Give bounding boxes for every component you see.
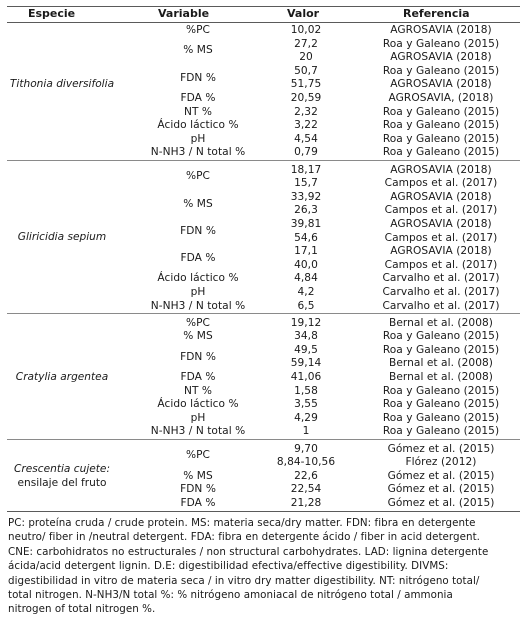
footnote [8,516,520,617]
variable-cell: Ácido láctico % [157,272,239,285]
value-cell: 4,54 [294,132,318,145]
reference-cell: Carvalho et al. (2017) [382,299,500,312]
species-label [14,462,110,490]
value-cell: 0,79 [294,146,318,159]
footnote-line: digestibilidad in vitro de materia seca / in vitro dry matter digestibility. NT: nitrógeno total/ [8,574,480,587]
variable-cell: Ácido láctico % [157,119,239,132]
reference-cell: Roa y Galeano (2015) [382,343,500,356]
species-name: Cratylia argentea [15,370,109,383]
variable-cell: FDN % [180,71,216,84]
variable-cell: % MS [183,469,213,482]
value-cell: 41,06 [290,371,322,383]
reference-cell: Roa y Galeano (2015) [382,398,500,411]
species-suffix: ensilaje del fruto [17,476,107,489]
footnote-line: total nitrogen. N-NH3/N total %: % nitrógeno amoniacal de nitrógeno total / ammonia [8,589,453,602]
value-cell: 54,6 [294,231,318,244]
value-cell: 8,84-10,56 [276,456,336,469]
reference-cell: Roa y Galeano (2015) [382,411,500,424]
header-reference: Referencia [403,7,470,20]
value-cell: 39,81 [290,217,322,230]
value-cell: 27,2 [294,37,318,50]
value-cell: 1 [302,425,310,438]
reference-cell: Bernal et al. (2008) [389,357,493,370]
reference-cell: Campos et al. (2017) [384,177,498,190]
reference-cell: Bernal et al. (2008) [389,371,493,383]
reference-cell: Campos et al. (2017) [384,258,498,271]
value-cell: 6,5 [297,299,315,312]
value-cell: 18,17 [290,163,322,176]
variable-cell: N-NH3 / N total % [150,146,246,159]
reference-cell: Flórez (2012) [405,456,477,469]
value-cell: 59,14 [290,357,322,370]
reference-cell: AGROSAVIA (2018) [390,78,492,91]
reference-cell: Campos et al. (2017) [384,204,498,217]
reference-cell: AGROSAVIA, (2018) [388,92,494,104]
reference-cell: Roa y Galeano (2015) [382,119,500,132]
value-cell: 26,3 [294,204,318,217]
reference-cell: Gómez et al. (2015) [387,483,495,496]
value-cell: 21,28 [290,496,322,509]
value-cell: 4,29 [294,411,318,424]
footnote-line: CNE: carbohidratos no estructurales / non structural carbohydrates. LAD: lignina detergente [8,545,489,558]
reference-cell: Gómez et al. (2015) [387,469,495,482]
variable-cell: NT % [183,105,213,118]
footnote-line: PC: proteína cruda / crude protein. MS: materia seca/dry matter. FDN: fibra en detergente [8,517,476,529]
footnote-line: ácida/acid detergent lignin. D.E: digestibilidad efectiva/effective digestibility. DIVMS: [8,560,449,573]
variable-cell: % MS [183,330,213,343]
reference-cell: Roa y Galeano (2015) [382,330,500,343]
species-name: Tithonia diversifolia [9,78,115,90]
variable-cell: %PC [185,449,211,462]
group-separator [7,160,520,161]
reference-cell: Gómez et al. (2015) [387,496,495,509]
value-cell: 20,59 [290,92,322,104]
value-cell: 3,22 [294,119,318,132]
value-cell: 34,8 [294,330,318,343]
value-cell: 19,12 [290,316,322,329]
variable-cell: FDA % [180,251,216,264]
value-cell: 22,6 [294,469,318,482]
header-species: Especie [28,7,76,20]
value-cell: 10,02 [290,24,322,36]
reference-cell: Gómez et al. (2015) [387,442,495,455]
reference-cell: Roa y Galeano (2015) [382,105,500,118]
value-cell: 3,55 [294,398,318,411]
species-label [18,230,106,244]
reference-cell: Roa y Galeano (2015) [382,425,500,438]
value-cell: 50,7 [294,64,318,77]
footnote-line: neutro/ fiber in /neutral detergent. FDA: fibra en detergente ácido / fiber in acid detergent. [8,531,480,544]
reference-cell: AGROSAVIA (2018) [390,245,492,258]
variable-cell: %PC [185,170,211,183]
variable-cell: pH [190,411,206,424]
group-separator [7,313,520,314]
variable-cell: pH [190,132,206,145]
value-cell: 22,54 [290,483,322,496]
value-cell: 4,2 [297,285,315,298]
species-name: Crescentia cujete: [13,462,111,475]
value-cell: 40,0 [294,258,318,271]
variable-cell: %PC [185,24,211,36]
species-label [7,77,117,91]
variable-cell: % MS [183,197,213,210]
value-cell: 15,7 [294,177,318,190]
reference-cell: Carvalho et al. (2017) [382,272,500,285]
reference-cell: Bernal et al. (2008) [389,316,493,329]
reference-cell: Campos et al. (2017) [384,231,498,244]
reference-cell: Roa y Galeano (2015) [382,146,500,159]
reference-cell: Roa y Galeano (2015) [382,64,500,77]
group-separator [7,439,520,440]
value-cell: 4,84 [294,272,318,285]
reference-cell: AGROSAVIA (2018) [390,217,492,230]
species-label [16,370,108,384]
footnote-line: nitrogen of total nitrogen %. [8,603,156,616]
header-value: Valor [287,7,320,20]
value-cell: 1,58 [294,384,318,397]
variable-cell: N-NH3 / N total % [150,425,246,438]
reference-cell: AGROSAVIA (2018) [390,190,492,203]
reference-cell: Roa y Galeano (2015) [382,132,500,145]
value-cell: 17,1 [294,245,318,258]
reference-cell: AGROSAVIA (2018) [390,163,492,176]
variable-cell: FDA % [180,496,216,509]
variable-cell: NT % [183,384,213,397]
value-cell: 9,70 [294,442,318,455]
variable-cell: pH [190,285,206,298]
variable-cell: FDA % [180,371,216,383]
reference-cell: AGROSAVIA (2018) [390,24,492,36]
variable-cell: % MS [183,44,213,57]
reference-cell: AGROSAVIA (2018) [390,51,492,64]
reference-cell: Carvalho et al. (2017) [382,285,500,298]
reference-cell: Roa y Galeano (2015) [382,37,500,50]
variable-cell: N-NH3 / N total % [150,299,246,312]
variable-cell: %PC [185,316,211,329]
table-bottom-rule [7,511,520,512]
variable-cell: FDN % [180,350,216,363]
value-cell: 2,32 [294,105,318,118]
variable-cell: FDA % [180,92,216,104]
value-cell: 20 [299,51,313,64]
variable-cell: Ácido láctico % [157,398,239,411]
variable-cell: FDN % [180,224,216,237]
header-variable: Variable [158,7,210,20]
value-cell: 33,92 [290,190,322,203]
reference-cell: Roa y Galeano (2015) [382,384,500,397]
species-name: Gliricidia sepium [17,231,107,244]
variable-cell: FDN % [180,483,216,496]
value-cell: 49,5 [294,343,318,356]
value-cell: 51,75 [290,78,322,91]
